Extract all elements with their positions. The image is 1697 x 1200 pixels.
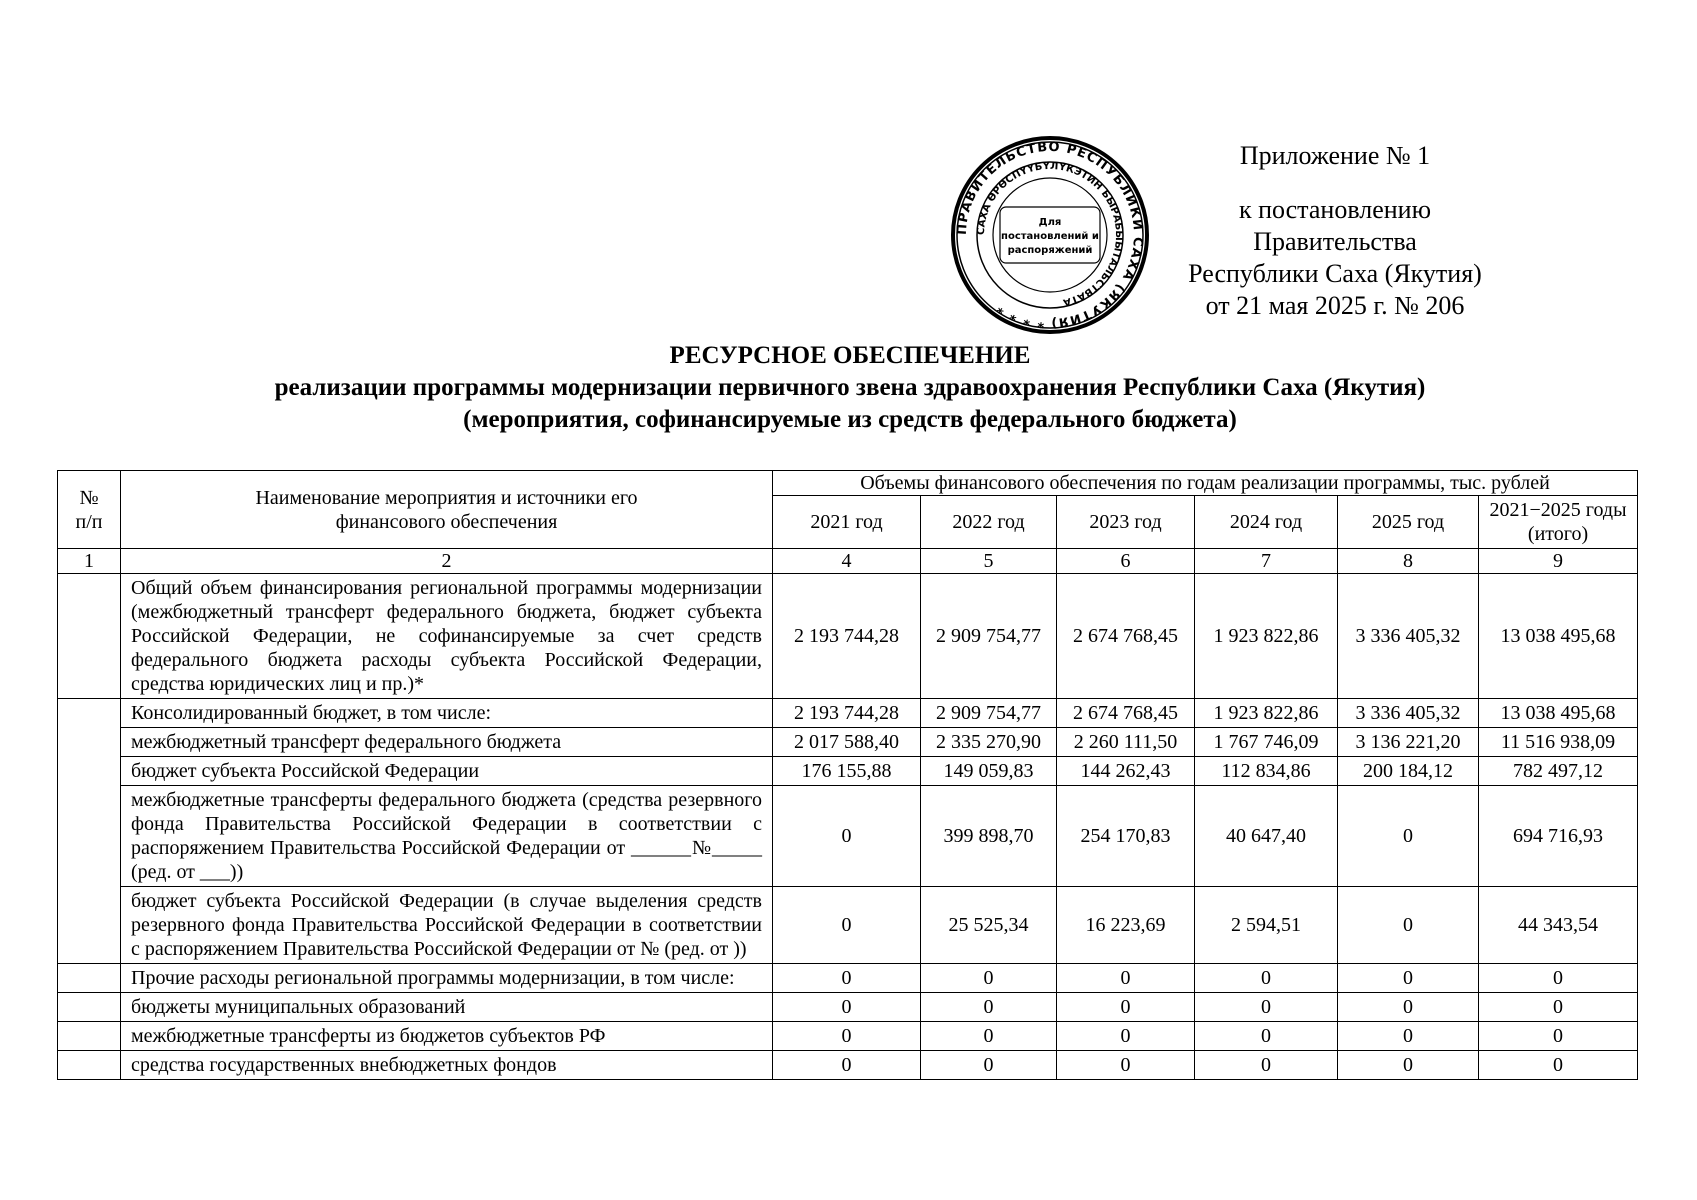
row-value: 399 898,70 [921, 786, 1057, 887]
resource-table [57, 470, 1638, 1080]
row-number-cell [58, 993, 121, 1022]
row-value: 0 [921, 964, 1057, 993]
row-name: бюджеты муниципальных образований [121, 993, 773, 1022]
row-value: 0 [1195, 1022, 1338, 1051]
row-value: 694 716,93 [1479, 786, 1638, 887]
row-value: 0 [1195, 964, 1338, 993]
row-number-cell [58, 1022, 121, 1051]
row-value: 2 017 588,40 [773, 728, 921, 757]
row-value: 0 [1057, 1051, 1195, 1080]
table-row [58, 757, 1638, 786]
row-value: 1 767 746,09 [1195, 728, 1338, 757]
row-value: 0 [773, 887, 921, 964]
row-value: 3 136 221,20 [1338, 728, 1479, 757]
table-row [58, 993, 1638, 1022]
row-value: 44 343,54 [1479, 887, 1638, 964]
row-value: 1 923 822,86 [1195, 574, 1338, 699]
row-value: 2 193 744,28 [773, 574, 921, 699]
row-value: 0 [773, 1051, 921, 1080]
table-row [58, 1022, 1638, 1051]
row-value: 0 [1338, 786, 1479, 887]
table-row [58, 728, 1638, 757]
appendix-line-1: к постановлению Правительства [1238, 195, 1432, 256]
row-value: 0 [921, 1051, 1057, 1080]
appendix-line-3: от 21 мая 2025 г. № 206 [1205, 291, 1465, 320]
svg-text:постановлений и: постановлений и [1001, 231, 1099, 242]
svg-text:Для: Для [1038, 217, 1062, 228]
col-index: 7 [1195, 549, 1338, 574]
row-value: 144 262,43 [1057, 757, 1195, 786]
row-value: 0 [1479, 993, 1638, 1022]
appendix-line-2: Республики Саха (Якутия) [1188, 259, 1482, 288]
svg-text:распоряжений: распоряжений [1007, 245, 1093, 256]
col-index: 2 [121, 549, 773, 574]
row-name: Общий объем финансирования региональной программы модернизации (межбюджетный трансферт федерального бюджета, бюджет субъекта Российской Федерации, не софинансируемые за счет средств федерального бюджета расходы субъекта Российской Федерации, средства юридических лиц и пр.)* [121, 574, 773, 699]
row-name: бюджет субъекта Российской Федерации [121, 757, 773, 786]
row-value: 0 [1057, 1022, 1195, 1051]
appendix-number: Приложение № 1 [1239, 141, 1431, 170]
table-row [58, 786, 1638, 887]
col-index: 4 [773, 549, 921, 574]
row-value: 0 [1479, 1022, 1638, 1051]
header-year: 2024 год [1195, 496, 1338, 549]
row-number-cell [58, 964, 121, 993]
header-row-indices [58, 549, 1638, 574]
row-name: средства государственных внебюджетных фондов [121, 1051, 773, 1080]
header-year: 2025 год [1338, 496, 1479, 549]
row-value: 149 059,83 [921, 757, 1057, 786]
row-value: 0 [773, 964, 921, 993]
row-number-cell [58, 1051, 121, 1080]
header-year: 2022 год [921, 496, 1057, 549]
row-value: 0 [773, 1022, 921, 1051]
row-value: 2 909 754,77 [921, 574, 1057, 699]
document-subtitle-1: реализации программы модернизации первичного звена здравоохранения Республики Саха (Якутия) [274, 374, 1426, 401]
table-row [58, 964, 1638, 993]
document-heading [60, 340, 1640, 436]
row-value: 3 336 405,32 [1338, 574, 1479, 699]
row-value: 0 [1057, 993, 1195, 1022]
row-value: 0 [1338, 887, 1479, 964]
header-year-total: 2021−2025 годы (итого) [1479, 496, 1638, 549]
row-value: 2 909 754,77 [921, 699, 1057, 728]
row-number-cell [58, 699, 121, 964]
row-value: 0 [773, 993, 921, 1022]
header-year: 2021 год [773, 496, 921, 549]
header-year: 2023 год [1057, 496, 1195, 549]
row-value: 0 [1338, 993, 1479, 1022]
header-num: № п/п [58, 471, 121, 549]
row-value: 0 [1338, 1022, 1479, 1051]
row-value: 2 260 111,50 [1057, 728, 1195, 757]
document-title: РЕСУРСНОЕ ОБЕСПЕЧЕНИЕ [669, 342, 1031, 369]
col-index: 8 [1338, 549, 1479, 574]
row-name: бюджет субъекта Российской Федерации (в случае выделения средств резервного фонда Правительства Российской Федерации в соответствии с распоряжением Правительства Российской Федерации от № (ред. от )) [121, 887, 773, 964]
table-row [58, 699, 1638, 728]
row-value: 112 834,86 [1195, 757, 1338, 786]
row-value: 0 [1195, 993, 1338, 1022]
row-name: межбюджетные трансферты федерального бюджета (средства резервного фонда Правительства Российской Федерации в соответствии с распоряжением Правительства Российской Федерации от ______№_____ (ред. от ___)) [121, 786, 773, 887]
row-value: 782 497,12 [1479, 757, 1638, 786]
row-value: 176 155,88 [773, 757, 921, 786]
row-value: 2 674 768,45 [1057, 574, 1195, 699]
row-value: 11 516 938,09 [1479, 728, 1638, 757]
row-name: Консолидированный бюджет, в том числе: [121, 699, 773, 728]
document-subtitle-2: (мероприятия, софинансируемые из средств федерального бюджета) [463, 406, 1237, 433]
row-value: 0 [773, 786, 921, 887]
row-name: Прочие расходы региональной программы модернизации, в том числе: [121, 964, 773, 993]
row-value: 25 525,34 [921, 887, 1057, 964]
row-value: 3 336 405,32 [1338, 699, 1479, 728]
col-index: 9 [1479, 549, 1638, 574]
row-name: межбюджетные трансферты из бюджетов субъектов РФ [121, 1022, 773, 1051]
row-name: межбюджетный трансферт федерального бюджета [121, 728, 773, 757]
row-number-cell [58, 574, 121, 699]
row-value: 13 038 495,68 [1479, 574, 1638, 699]
header-row-1 [58, 471, 1638, 496]
row-value: 2 335 270,90 [921, 728, 1057, 757]
table-row [58, 887, 1638, 964]
row-value: 2 594,51 [1195, 887, 1338, 964]
row-value: 0 [1479, 1051, 1638, 1080]
row-value: 13 038 495,68 [1479, 699, 1638, 728]
row-value: 40 647,40 [1195, 786, 1338, 887]
row-value: 0 [1057, 964, 1195, 993]
row-value: 254 170,83 [1057, 786, 1195, 887]
header-name: Наименование мероприятия и источники его финансового обеспечения [121, 471, 773, 549]
row-value: 2 674 768,45 [1057, 699, 1195, 728]
official-seal [950, 135, 1150, 335]
col-index: 1 [58, 549, 121, 574]
row-value: 200 184,12 [1338, 757, 1479, 786]
row-value: 1 923 822,86 [1195, 699, 1338, 728]
row-value: 0 [921, 1022, 1057, 1051]
row-value: 2 193 744,28 [773, 699, 921, 728]
row-value: 0 [1195, 1051, 1338, 1080]
table-row [58, 574, 1638, 699]
svg-text:САХА ӨРӨСПҮҮБҮЛҮКЭТИН БЫРАБЫЫТ: САХА ӨРӨСПҮҮБҮЛҮКЭТИН БЫРАБЫЫТАЛЬСТВАТА [975, 160, 1125, 308]
header-group: Объемы финансового обеспечения по годам реализации программы, тыс. рублей [773, 471, 1638, 496]
row-value: 0 [1479, 964, 1638, 993]
col-index: 5 [921, 549, 1057, 574]
row-value: 0 [1338, 964, 1479, 993]
col-index: 6 [1057, 549, 1195, 574]
table-row [58, 1051, 1638, 1080]
row-value: 0 [1338, 1051, 1479, 1080]
svg-text:ПРАВИТЕЛЬСТВО РЕСПУБЛИКИ САХА: ПРАВИТЕЛЬСТВО РЕСПУБЛИКИ САХА (ЯКУТИЯ) * * * * [954, 139, 1146, 331]
row-value: 0 [921, 993, 1057, 1022]
appendix-block [1155, 140, 1515, 322]
row-value: 16 223,69 [1057, 887, 1195, 964]
